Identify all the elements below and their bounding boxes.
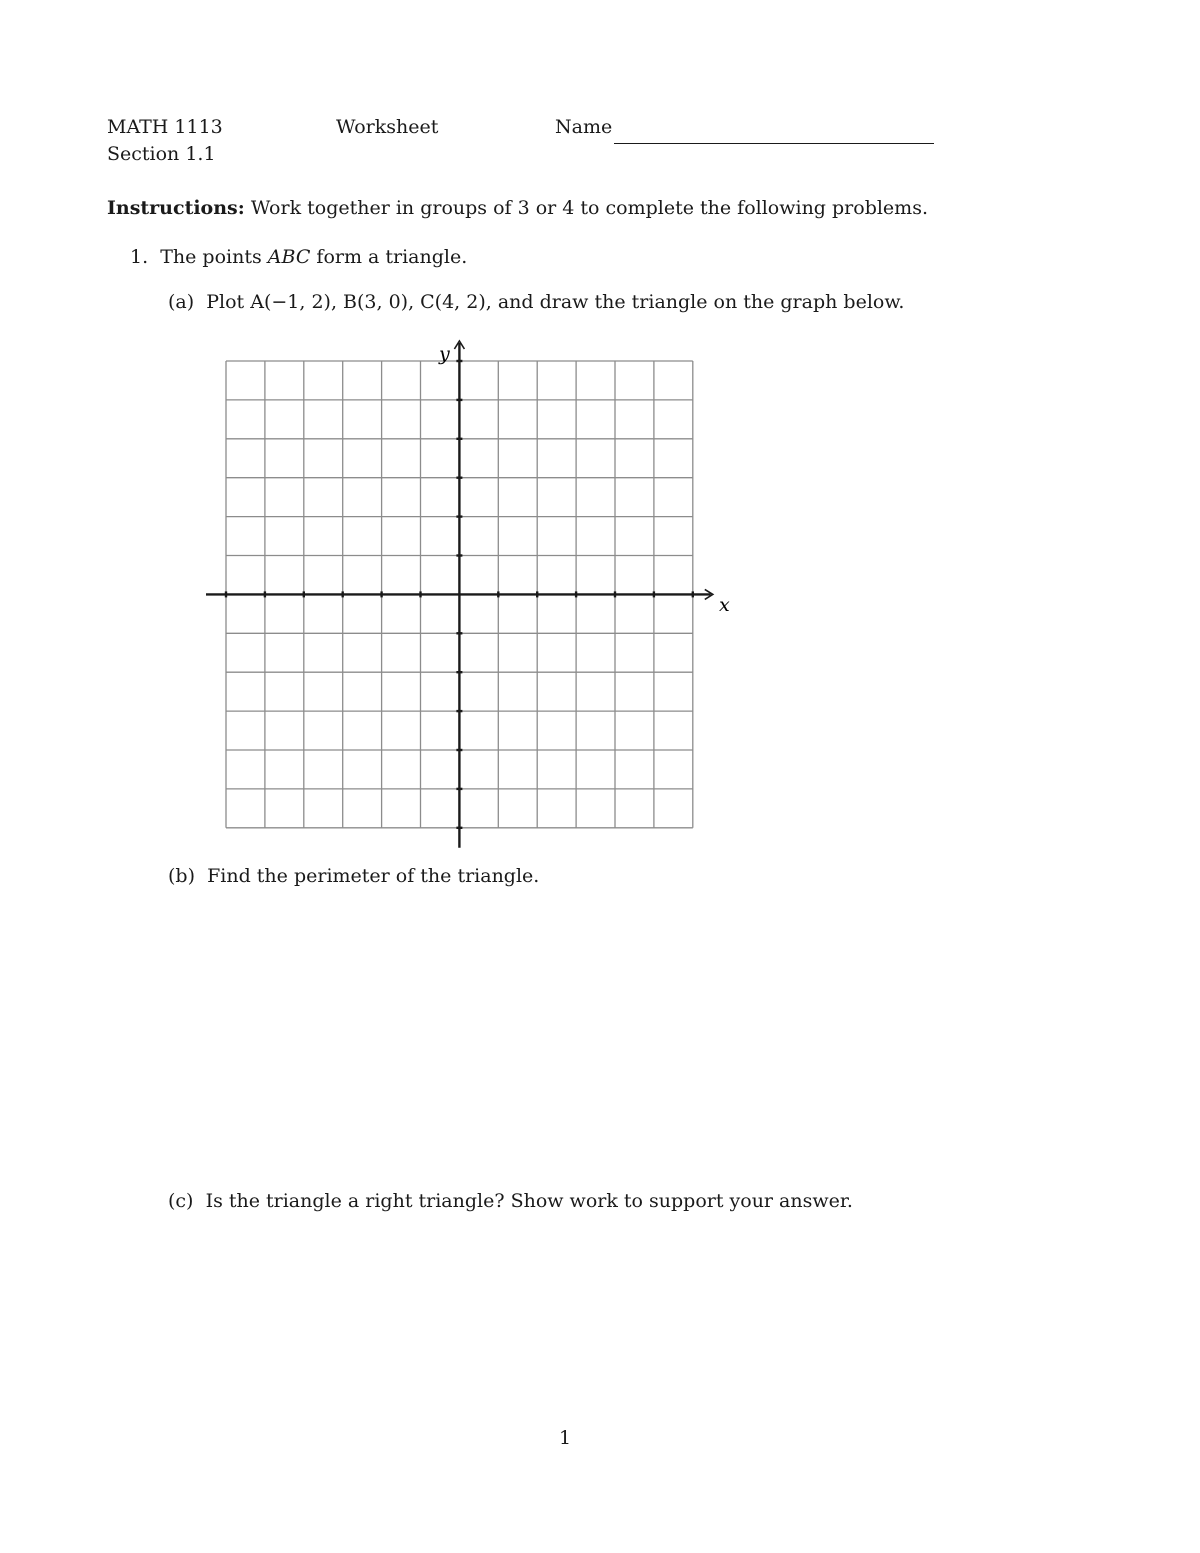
instructions-label: Instructions: xyxy=(107,197,245,219)
section-label: Section 1.1 xyxy=(107,143,216,165)
name-label: Name xyxy=(555,116,613,138)
part-a-label: (a) xyxy=(168,291,195,313)
x-axis-label: x xyxy=(719,594,730,616)
doc-type: Worksheet xyxy=(336,116,439,138)
part-c-text: Is the triangle a right triangle? Show work to support your answer. xyxy=(205,1190,853,1212)
axes xyxy=(206,341,713,848)
problem-stem-pre: The points xyxy=(160,246,262,268)
problem-stem-post: form a triangle. xyxy=(316,246,468,268)
part-b xyxy=(168,865,539,887)
part-b-label: (b) xyxy=(168,865,195,887)
part-b-text: Find the perimeter of the triangle. xyxy=(207,865,540,887)
page-number: 1 xyxy=(559,1427,572,1449)
part-a-text: Plot A(−1, 2), B(3, 0), C(4, 2), and draw the triangle on the graph below. xyxy=(206,291,905,313)
y-axis-label: y xyxy=(439,343,450,365)
instructions-text: Work together in groups of 3 or 4 to complete the following problems. xyxy=(250,197,928,219)
problem-number: 1. xyxy=(130,246,149,268)
problem-stem-var: ABC xyxy=(267,246,311,268)
part-c xyxy=(168,1190,853,1212)
part-c-label: (c) xyxy=(168,1190,194,1212)
course-title: MATH 1113 xyxy=(107,116,223,138)
